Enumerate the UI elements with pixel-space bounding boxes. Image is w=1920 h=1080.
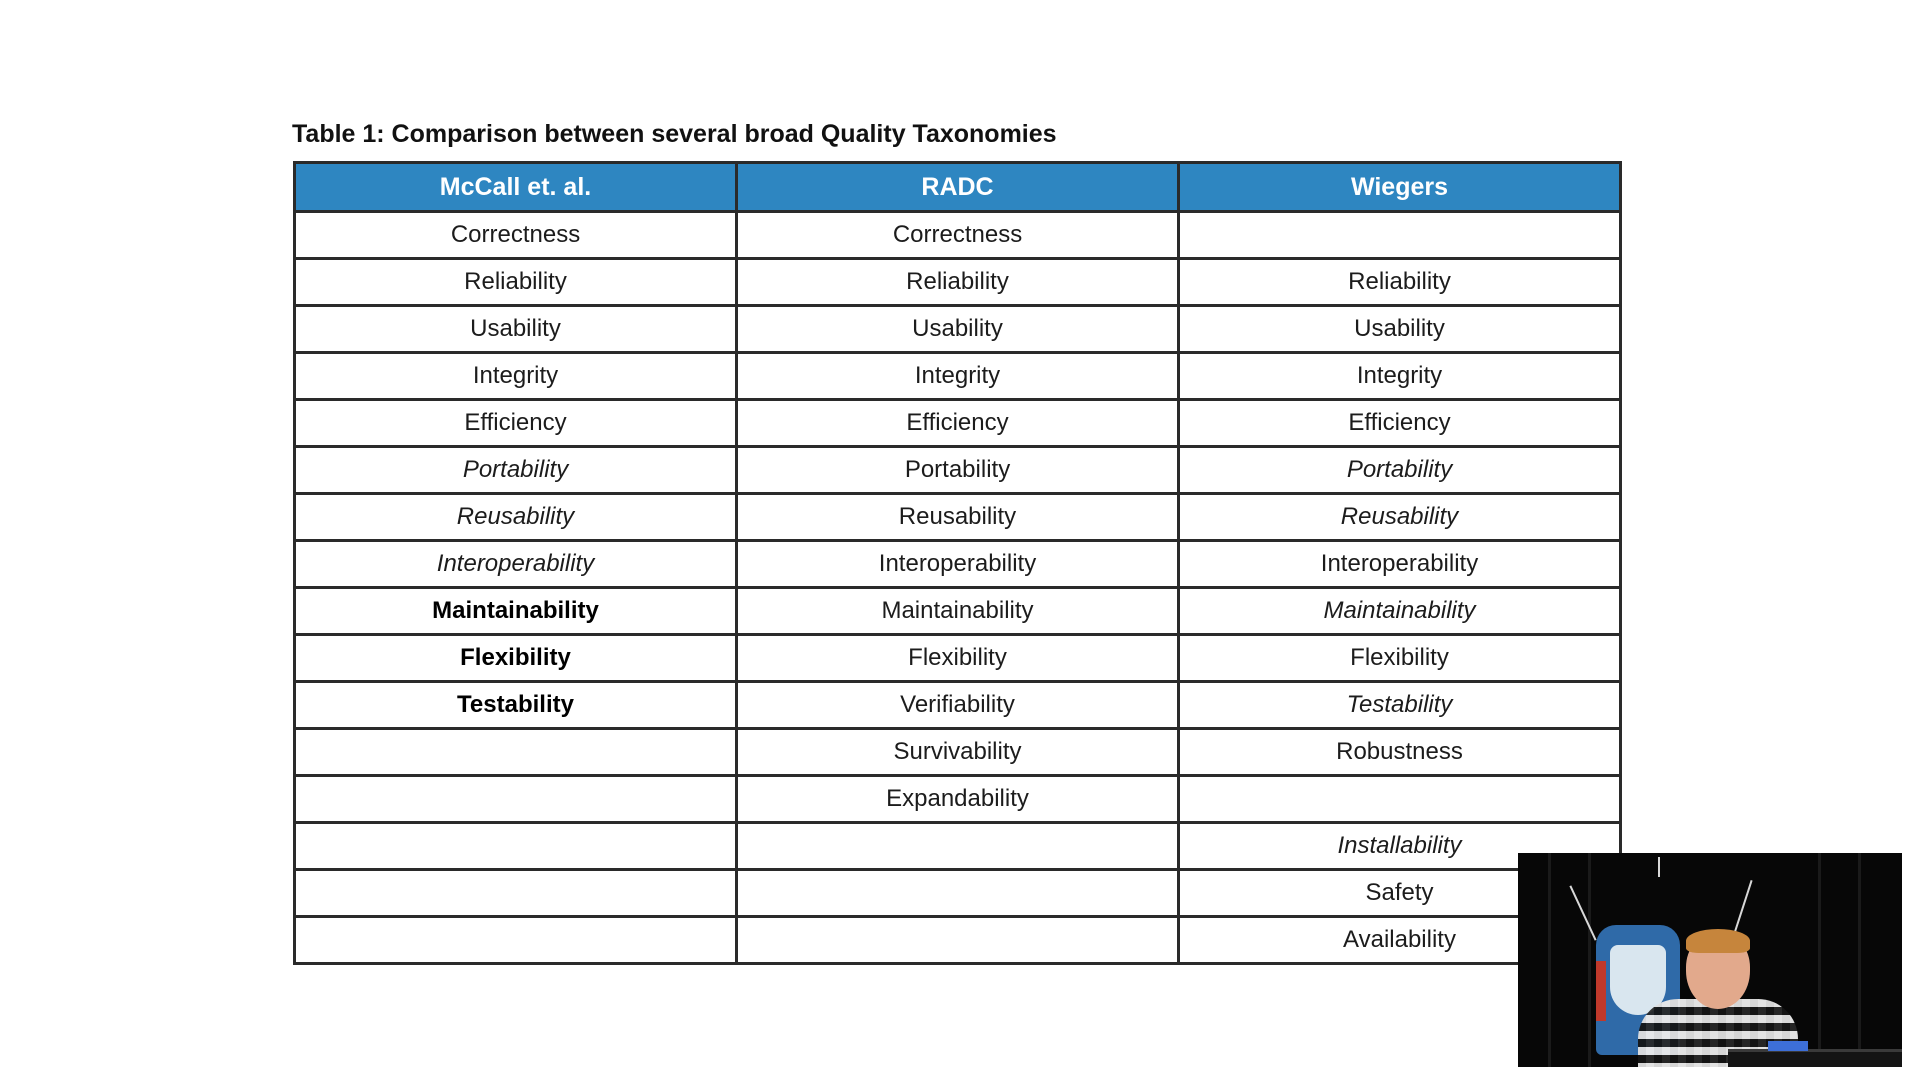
table-cell-wiegers: Reusability [1179,494,1621,541]
table-header-row [295,163,1621,212]
table-row [295,259,1621,306]
table-cell-mccall [295,917,737,964]
table-body [295,212,1621,964]
table-row [295,823,1621,870]
column-header-radc: RADC [737,163,1179,212]
table-cell-wiegers: Availability [1179,917,1621,964]
taxonomy-comparison-table [293,161,1622,965]
table-caption: Table 1: Comparison between several broad Quality Taxonomies [292,120,1057,148]
table-cell-wiegers: Testability [1179,682,1621,729]
table-cell-mccall: Reusability [295,494,737,541]
table-row [295,588,1621,635]
table-row [295,353,1621,400]
table-row [295,729,1621,776]
table-row [295,447,1621,494]
table-cell-radc: Reliability [737,259,1179,306]
table-cell-wiegers: Maintainability [1179,588,1621,635]
table-row [295,306,1621,353]
speaker-video-overlay [1518,853,1902,1067]
table-cell-wiegers: Portability [1179,447,1621,494]
table-row [295,212,1621,259]
table-row [295,494,1621,541]
table-cell-radc: Interoperability [737,541,1179,588]
table-cell-radc: Flexibility [737,635,1179,682]
table-cell-radc: Verifiability [737,682,1179,729]
table-cell-wiegers: Safety [1179,870,1621,917]
table-cell-mccall: Flexibility [295,635,737,682]
table-cell-wiegers: Efficiency [1179,400,1621,447]
table-row [295,400,1621,447]
table-cell-mccall: Maintainability [295,588,737,635]
table-row [295,776,1621,823]
table-cell-radc [737,823,1179,870]
table-cell-radc: Expandability [737,776,1179,823]
speaker-hair [1686,929,1750,953]
table-cell-wiegers: Interoperability [1179,541,1621,588]
table-row [295,870,1621,917]
table-cell-mccall [295,776,737,823]
table-cell-mccall: Efficiency [295,400,737,447]
table-row [295,682,1621,729]
table-cell-wiegers: Integrity [1179,353,1621,400]
table-cell-mccall: Usability [295,306,737,353]
podium [1728,1049,1902,1067]
table-cell-mccall: Interoperability [295,541,737,588]
table-cell-wiegers: Installability [1179,823,1621,870]
table-cell-radc: Integrity [737,353,1179,400]
table-cell-radc [737,870,1179,917]
table-cell-mccall: Reliability [295,259,737,306]
table-cell-wiegers: Usability [1179,306,1621,353]
table-cell-wiegers: Robustness [1179,729,1621,776]
table-cell-radc: Survivability [737,729,1179,776]
table-cell-radc: Maintainability [737,588,1179,635]
table-cell-mccall [295,729,737,776]
table-cell-radc: Reusability [737,494,1179,541]
table-row [295,917,1621,964]
column-header-wiegers: Wiegers [1179,163,1621,212]
table-cell-wiegers [1179,212,1621,259]
column-header-mccall: McCall et. al. [295,163,737,212]
table-cell-mccall: Testability [295,682,737,729]
table-cell-radc [737,917,1179,964]
table-cell-wiegers: Reliability [1179,259,1621,306]
table-cell-mccall: Integrity [295,353,737,400]
table-cell-mccall [295,823,737,870]
table-row [295,635,1621,682]
table-cell-mccall: Correctness [295,212,737,259]
table-cell-mccall [295,870,737,917]
table-cell-wiegers [1179,776,1621,823]
table-cell-radc: Usability [737,306,1179,353]
laptop-screen [1768,1041,1808,1051]
table-cell-mccall: Portability [295,447,737,494]
table-cell-radc: Efficiency [737,400,1179,447]
table-row [295,541,1621,588]
table-cell-radc: Correctness [737,212,1179,259]
table-cell-wiegers: Flexibility [1179,635,1621,682]
table-cell-radc: Portability [737,447,1179,494]
